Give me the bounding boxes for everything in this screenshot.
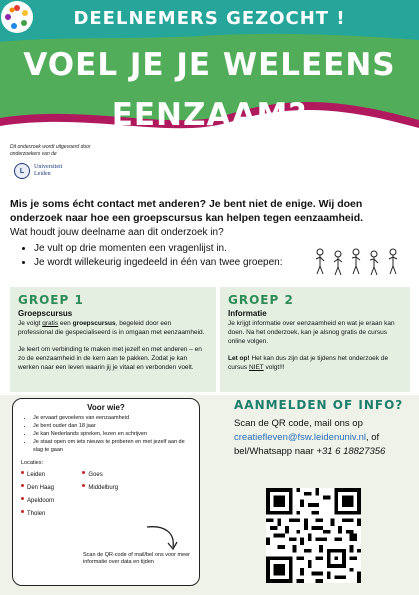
- contact-text: Scan de QR code, mail ons op creatiefleven@fsw.leidenuniv.nl, of bel/Whatsapp naar +31 6 18827356: [234, 418, 386, 457]
- group-1-subtitle: Groepscursus: [18, 309, 73, 318]
- participation-bullets: [22, 242, 283, 270]
- eligibility-item: • Je kan Nederlands spreken, lezen en schrijven: [33, 430, 191, 438]
- location-item: Den Haag: [27, 482, 54, 495]
- eligibility-title: Voor wie?: [87, 403, 125, 412]
- header-line-1: DEELNEMERS GEZOCHT !: [73, 8, 346, 29]
- group-1-text-a: Je volgt gratis een groepscursus, begeleid door een professional die gespecialiseerd is in omgaan met eenzaamheid.: [18, 320, 205, 336]
- university-name: Universiteit Leiden: [34, 164, 63, 177]
- locations-list: [21, 469, 191, 521]
- location-item: Apeldoorn: [27, 495, 54, 508]
- qr-code-icon[interactable]: [266, 488, 361, 583]
- eligibility-item: • Je bent ouder dan 18 jaar: [33, 422, 191, 430]
- intro-text: Mis je soms écht contact met anderen? Je bent niet de enige. Wij doen onderzoek naar hoe een groepscursus kan helpen tegen eenzaamheid.: [10, 198, 364, 224]
- contact-title: AANMELDEN OF INFO?: [234, 398, 404, 412]
- scan-note: Scan de QR-code of mail/bel ons voor meer informatie over data en tijden: [83, 552, 190, 565]
- location-item: Middelburg: [88, 482, 118, 495]
- header-line-2: VOEL JE JE WELEENS: [23, 47, 396, 83]
- bullet-item: • Je wordt willekeurig ingedeeld in één van twee groepen:: [34, 256, 283, 270]
- group-2-text-a: Je krijgt informatie over eenzaamheid en wat je eraan kan doen. Na het onderzoek, kan je alsnog gratis de cursus online volgen.: [228, 320, 395, 345]
- group-2-title: GROEP 2: [228, 293, 294, 307]
- research-credit: Dit onderzoek wordt uitgevoerd door onderzoekers van de: [10, 144, 91, 157]
- participation-question: Wat houdt jouw deelname aan dit onderzoek in?: [10, 227, 224, 238]
- group-1-panel: [10, 287, 216, 392]
- location-item: Leiden: [27, 469, 54, 482]
- people-group-icon: [310, 246, 406, 276]
- colorful-people-circle-icon: [0, 0, 34, 34]
- bullet-item: • Je vult op drie momenten een vragenlijst in.: [34, 242, 283, 256]
- eligibility-box: [12, 398, 200, 586]
- group-2-text-b: Let op! Het kan dus zijn dat je tijdens het onderzoek de cursus NIET volgt!!!: [228, 355, 389, 371]
- hero-banner: [0, 0, 419, 160]
- email-link[interactable]: creatiefleven@fsw.leidenuniv.nl: [234, 432, 366, 443]
- locations-column-2: [82, 469, 118, 521]
- curved-arrow-icon: [143, 523, 181, 553]
- university-seal-icon: L: [14, 163, 30, 179]
- eligibility-list: [21, 414, 191, 454]
- group-1-text-b: Je leert om verbinding te maken met jezelf en met anderen – en zo de eenzaamheid in de kern aan te pakken. Zodat je kan werken naar een leven waarin jij je vitaal en verbonden voelt.: [18, 346, 202, 371]
- header-line-3: EENZAAM?: [111, 97, 308, 133]
- phone-number[interactable]: +31 6 18827356: [316, 446, 386, 457]
- location-item: Tholen: [27, 508, 54, 521]
- group-2-subtitle: Informatie: [228, 309, 267, 318]
- locations-label: Locaties:: [21, 460, 44, 466]
- group-1-title: GROEP 1: [18, 293, 84, 307]
- group-2-panel: [220, 287, 410, 392]
- locations-column-1: [21, 469, 54, 521]
- eligibility-item: • Je ervaart gevoelens van eenzaamheid: [33, 414, 191, 422]
- university-logo: [14, 163, 62, 179]
- eligibility-item: • Je staat open om iets nieuws te proberen en met jezelf aan de slag te gaan: [33, 438, 191, 454]
- location-item: Goes: [88, 469, 118, 482]
